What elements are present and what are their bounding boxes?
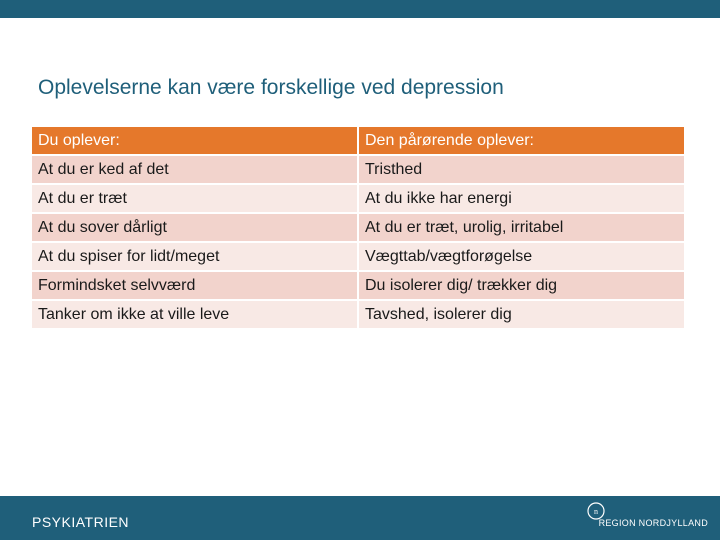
table-row — [32, 243, 684, 270]
svg-text:n: n — [594, 507, 598, 516]
table-row — [32, 272, 684, 299]
table-cell: Formindsket selvværd — [32, 272, 357, 299]
table-cell: Tristhed — [357, 156, 684, 183]
region-nordjylland-brand: REGION NORDJYLLAND — [598, 518, 708, 528]
psykiatrien-brand: PSYKIATRIEN — [32, 514, 130, 530]
table-cell: At du er ked af det — [32, 156, 357, 183]
table-row — [32, 156, 684, 183]
table-row — [32, 214, 684, 241]
table-cell: At du er træt — [32, 185, 357, 212]
table-cell: At du spiser for lidt/meget — [32, 243, 357, 270]
header-paaroerende-oplever: Den pårørende oplever: — [357, 127, 684, 154]
top-banner — [0, 0, 720, 18]
table-cell: Du isolerer dig/ trækker dig — [357, 272, 684, 299]
slide-title: Oplevelserne kan være forskellige ved depression — [38, 76, 504, 99]
table-row — [32, 301, 684, 328]
table-row — [32, 185, 684, 212]
comparison-table — [32, 125, 684, 330]
table-cell: Tavshed, isolerer dig — [357, 301, 684, 328]
table-header-row — [32, 127, 684, 154]
table-cell: At du er træt, urolig, irritabel — [357, 214, 684, 241]
table-cell: At du sover dårligt — [32, 214, 357, 241]
table-cell: At du ikke har energi — [357, 185, 684, 212]
footer-bar — [0, 496, 720, 540]
table-cell: Vægttab/vægtforøgelse — [357, 243, 684, 270]
table-cell: Tanker om ikke at ville leve — [32, 301, 357, 328]
header-du-oplever: Du oplever: — [32, 127, 357, 154]
